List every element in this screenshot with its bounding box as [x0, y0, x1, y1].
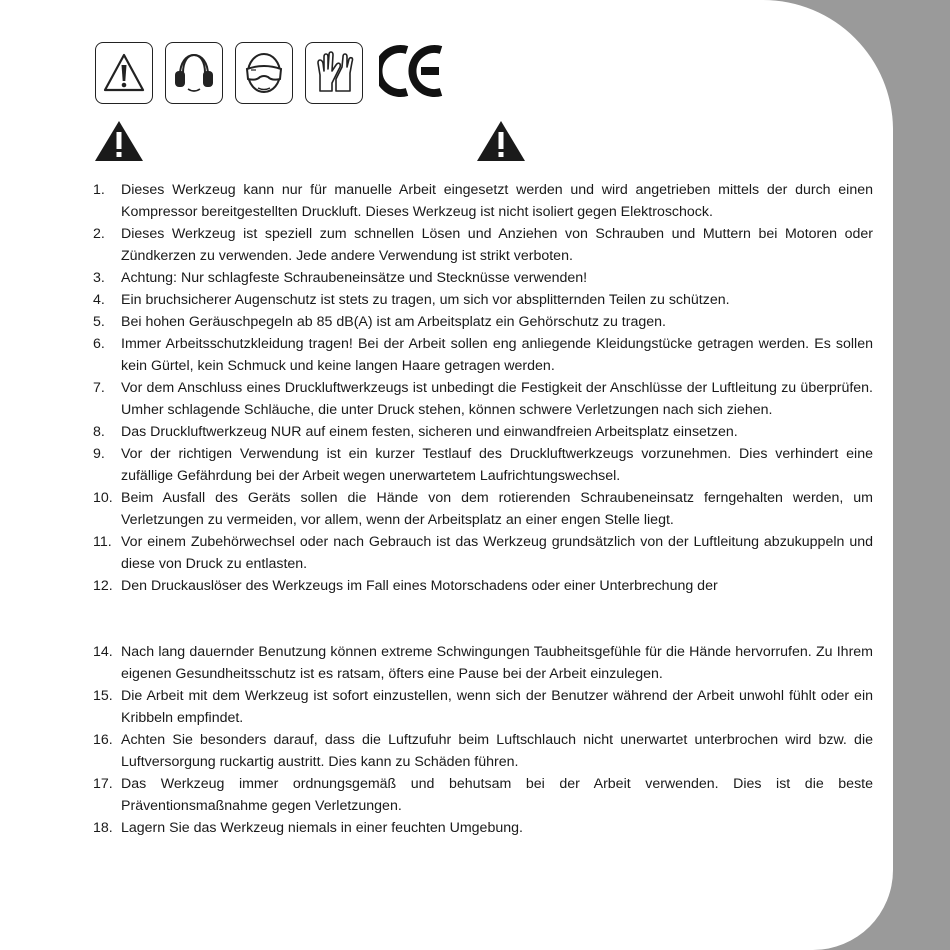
item-number: 4.: [93, 292, 105, 308]
item-number: 16.: [93, 732, 113, 748]
item-number: 14.: [93, 644, 113, 660]
item-number: 8.: [93, 424, 105, 440]
item-text: Vor der richtigen Verwendung ist ein kurzer Testlauf des Druckluftwerkzeugs vorzunehmen. Dies verhindert eine zufällige Gefährdung bei der Arbeit wegen unerwartetem Laufrichtungswechsel.: [121, 446, 873, 484]
item-text: Dieses Werkzeug ist speziell zum schnellen Lösen und Anziehen von Schrauben und Muttern bei Motoren oder Zündkerzen zu verwenden. Jede andere Verwendung ist strikt verboten.: [121, 226, 873, 264]
item-number: 12.: [93, 578, 113, 594]
safety-icon-row: [95, 42, 445, 104]
warning-triangle-icon: [476, 120, 526, 167]
gloves-icon: [305, 42, 363, 104]
list-item: [93, 641, 873, 685]
item-text: Achtung: Nur schlagfeste Schraubeneinsätze und Stecknüsse verwenden!: [121, 270, 588, 286]
safety-goggles-icon: [235, 42, 293, 104]
item-text: Bei hohen Geräuschpegeln ab 85 dB(A) ist am Arbeitsplatz ein Gehörschutz zu tragen.: [121, 314, 666, 330]
list-item: [93, 685, 873, 729]
list-item: [93, 729, 873, 773]
item-text: Die Arbeit mit dem Werkzeug ist sofort einzustellen, wenn sich der Benutzer während der Arbeit unwohl fühlt oder ein Kribbeln empfindet.: [121, 688, 873, 726]
item-number: 17.: [93, 776, 113, 792]
item-number: 10.: [93, 490, 113, 506]
item-text: Immer Arbeitsschutzkleidung tragen! Bei der Arbeit sollen eng anliegende Kleidungstücke getragen werden. Es sollen kein Gürtel, kein Schmuck und keine langen Haare getragen werden.: [121, 336, 873, 374]
item-number: 2.: [93, 226, 105, 242]
list-item: [93, 817, 873, 839]
item-number: 9.: [93, 446, 105, 462]
warning-icon: [95, 42, 153, 104]
item-text: Beim Ausfall des Geräts sollen die Hände von dem rotierenden Schraubeneinsatz ferngehalten werden, um Verletzungen zu vermeiden, vor allem, wenn der Arbeitsplatz an einer engen Stelle liegt.: [121, 490, 873, 528]
list-item: [93, 487, 873, 531]
list-item: [93, 773, 873, 817]
item-number: 11.: [93, 534, 112, 550]
list-item: [93, 333, 873, 377]
item-text: Dieses Werkzeug kann nur für manuelle Arbeit eingesetzt werden und wird angetrieben mittels der durch einen Kompressor bereitgestellten Druckluft. Dieses Werkzeug ist nicht isoliert gegen Elektroschock.: [121, 182, 873, 220]
list-item: [93, 223, 873, 267]
list-item: [93, 531, 873, 575]
item-number: 3.: [93, 270, 105, 286]
list-item: [93, 443, 873, 487]
item-number: 1.: [93, 182, 105, 198]
item-text: Ein bruchsicherer Augenschutz ist stets zu tragen, um sich vor absplitternden Teilen zu schützen.: [121, 292, 730, 308]
list-item: [93, 377, 873, 421]
safety-instructions-list: [93, 179, 873, 839]
item-number: 18.: [93, 820, 113, 836]
item-number: 6.: [93, 336, 105, 352]
list-item: [93, 575, 873, 597]
list-item: [93, 421, 873, 443]
item-number: 15.: [93, 688, 113, 704]
item-text: Vor dem Anschluss eines Druckluftwerkzeugs ist unbedingt die Festigkeit der Anschlüsse der Luftleitung zu überprüfen. Umher schlagende Schläuche, die unter Druck stehen, können schwere Verletzungen nach sich ziehen.: [121, 380, 873, 418]
list-item: [93, 267, 873, 289]
item-number: 5.: [93, 314, 105, 330]
ce-mark-icon: [379, 44, 445, 103]
item-text: Nach lang dauernder Benutzung können extreme Schwingungen Taubheitsgefühle für die Hände hervorrufen. Zu Ihrem eigenen Gesundheitsschutz ist es ratsam, öfters eine Pause bei der Arbeit einzulegen.: [121, 644, 873, 682]
warning-triangle-icon: [94, 120, 144, 167]
item-text: Vor einem Zubehörwechsel oder nach Gebrauch ist das Werkzeug grundsätzlich von der Luftleitung abzukuppeln und diese von Druck zu entlasten.: [121, 534, 873, 572]
item-text: Lagern Sie das Werkzeug niemals in einer feuchten Umgebung.: [121, 820, 523, 836]
list-item: [93, 311, 873, 333]
item-number: 7.: [93, 380, 105, 396]
list-item: [93, 289, 873, 311]
item-text: Das Druckluftwerkzeug NUR auf einem festen, sicheren und einwandfreien Arbeitsplatz einsetzen.: [121, 424, 738, 440]
item-text: Das Werkzeug immer ordnungsgemäß und behutsam bei der Arbeit verwenden. Dies ist die beste Präventionsmaßnahme gegen Verletzungen.: [121, 776, 873, 814]
item-text: Den Druckauslöser des Werkzeugs im Fall eines Motorschadens oder einer Unterbrechung der: [121, 578, 718, 594]
list-item: [93, 179, 873, 223]
item-text: Achten Sie besonders darauf, dass die Luftzufuhr beim Luftschlauch nicht unerwartet unterbrochen wird bzw. die Luftversorgung ruckartig austritt. Dies kann zu Schäden führen.: [121, 732, 873, 770]
ear-protection-icon: [165, 42, 223, 104]
